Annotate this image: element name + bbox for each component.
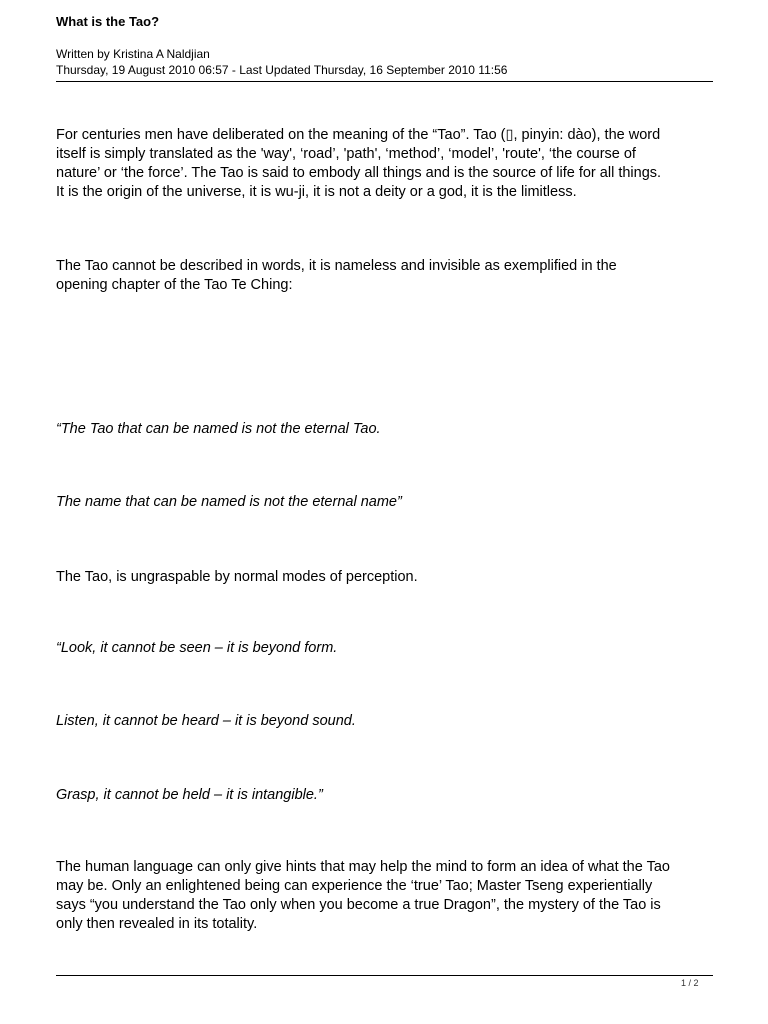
paragraph-intro (56, 126, 716, 202)
quote-line: The name that can be named is not the eternal name” (56, 494, 402, 510)
quote-line: Listen, it cannot be heard – it is beyond sound. (56, 713, 356, 729)
paragraph-nameless (56, 257, 716, 295)
text-line: It is the origin of the universe, it is wu-ji, it is not a deity or a god, it is the limitless. (56, 184, 577, 200)
text-line: says “you understand the Tao only when you become a true Dragon”, the mystery of the Tao is (56, 897, 661, 913)
footer-rule (56, 975, 713, 976)
text-line: For centuries men have deliberated on the meaning of the “Tao”. Tao (▯, pinyin: dào), the word (56, 127, 661, 143)
article-title: What is the Tao? (56, 14, 160, 29)
quote-line: “The Tao that can be named is not the eternal Tao. (56, 421, 381, 437)
quote-line: Grasp, it cannot be held – it is intangible.” (56, 787, 323, 803)
text-line: The Tao cannot be described in words, it is nameless and invisible as exemplified in the (56, 258, 617, 274)
text-line: The human language can only give hints that may help the mind to form an idea of what the Tao (56, 859, 670, 875)
text-line: nature’ or ‘the force’. The Tao is said to embody all things and is the source of life for all things. (56, 165, 662, 181)
author-line: Written by Kristina A Naldjian (56, 47, 210, 61)
text-line: may be. Only an enlightened being can experience the ‘true’ Tao; Master Tseng experientially (56, 878, 653, 894)
text-line: only then revealed in its totality. (56, 916, 258, 932)
paragraph-language (56, 858, 716, 934)
paragraph-ungraspable (56, 568, 716, 587)
text-line: itself is simply translated as the 'way', ‘road’, 'path', ‘method’, ‘model’, 'route', ‘the course of (56, 146, 636, 162)
page-number: 1 / 2 (681, 978, 699, 988)
header-rule (56, 81, 713, 82)
quote-line: “Look, it cannot be seen – it is beyond form. (56, 640, 338, 656)
date-line: Thursday, 19 August 2010 06:57 - Last Updated Thursday, 16 September 2010 11:56 (56, 63, 508, 77)
text-line: opening chapter of the Tao Te Ching: (56, 277, 293, 293)
text-line: The Tao, is ungraspable by normal modes of perception. (56, 569, 418, 585)
